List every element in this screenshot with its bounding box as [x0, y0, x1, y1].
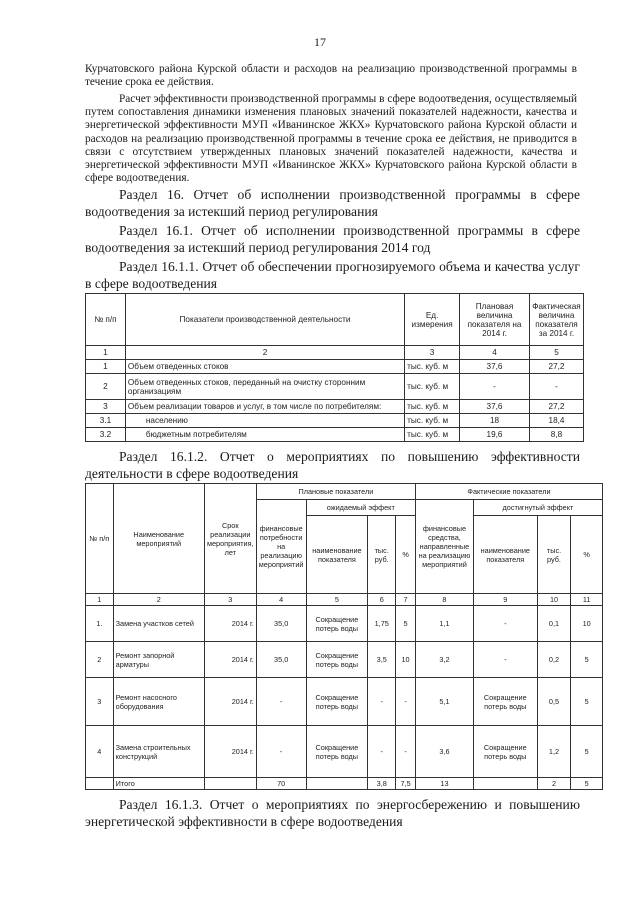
t2-cell: 2014 г.: [204, 726, 256, 778]
t2-cell: 2: [537, 778, 571, 790]
t2-cell: -: [396, 678, 416, 726]
t2-header-num: № п/п: [86, 484, 114, 594]
t1-cell: тыс. куб. м: [405, 400, 460, 414]
t2-cell: 2014 г.: [204, 606, 256, 642]
t1-cell: Объем отведенных стоков: [125, 360, 404, 374]
t2-cell: Сокращение потерь воды: [473, 678, 537, 726]
t1-cell: -: [460, 374, 530, 400]
t2-cell: Сокращение потерь воды: [306, 678, 368, 726]
t2-cell: 5: [571, 642, 603, 678]
table-row: [86, 414, 584, 428]
t1-colnum: 3: [405, 346, 460, 360]
t2-cell: 3,5: [368, 642, 396, 678]
t2-cell: -: [368, 726, 396, 778]
t2-header-rub: тыс. руб.: [537, 516, 571, 594]
t2-cell: 2: [86, 642, 114, 678]
t2-cell: 5: [571, 778, 603, 790]
t1-cell: 3: [86, 400, 126, 414]
t1-cell: бюджетным потребителям: [125, 428, 404, 442]
t1-cell: тыс. куб. м: [405, 374, 460, 400]
t2-cell: -: [473, 642, 537, 678]
paragraph-1: Курчатовского района Курской области и расходов на реализацию производственной программы в течение срока ее действия.: [85, 63, 577, 89]
t2-cell: 10: [571, 606, 603, 642]
t2-header-plan-fin: финансовые потребности на реализацию мероприятий: [256, 500, 306, 594]
heading-16: Раздел 16. Отчет об исполнении производственной программы в сфере водоотведения за истекший период регулирования: [85, 187, 580, 219]
t2-colnum: 9: [473, 594, 537, 606]
t2-cell: Сокращение потерь воды: [306, 606, 368, 642]
t2-colnum: 4: [256, 594, 306, 606]
t2-colnum: 1: [86, 594, 114, 606]
t2-cell: 35,0: [256, 606, 306, 642]
t2-cell: 2014 г.: [204, 642, 256, 678]
t2-colnum: 11: [571, 594, 603, 606]
t1-cell: тыс. куб. м: [405, 414, 460, 428]
t2-cell: 1,2: [537, 726, 571, 778]
t2-cell: 3: [86, 678, 114, 726]
t2-colnum: 2: [113, 594, 204, 606]
t1-cell: 27,2: [529, 360, 583, 374]
t2-cell: 0,1: [537, 606, 571, 642]
t1-cell: тыс. куб. м: [405, 360, 460, 374]
t2-cell: [306, 778, 368, 790]
t2-colnum: 3: [204, 594, 256, 606]
t1-cell: 19,6: [460, 428, 530, 442]
heading-16-1: Раздел 16.1. Отчет об исполнении производственной программы в сфере водоотведения за истекший период регулирования 2014 год: [85, 223, 580, 255]
t2-cell: 13: [416, 778, 474, 790]
t1-cell: Объем отведенных стоков, переданный на очистку сторонним организациям: [125, 374, 404, 400]
t2-header-name: Наименование мероприятий: [113, 484, 204, 594]
t1-cell: 18,4: [529, 414, 583, 428]
table-row: [86, 642, 603, 678]
t2-cell: Ремонт запорной арматуры: [113, 642, 204, 678]
t2-cell: 1,75: [368, 606, 396, 642]
t2-cell: -: [396, 726, 416, 778]
t2-cell: 3,8: [368, 778, 396, 790]
t2-header-indicator: наименование показателя: [306, 516, 368, 594]
table-row: [86, 606, 603, 642]
t2-colnum: 6: [368, 594, 396, 606]
t2-cell: 35,0: [256, 642, 306, 678]
t2-cell: Сокращение потерь воды: [473, 726, 537, 778]
t2-cell: -: [256, 678, 306, 726]
t2-cell: Замена строительных конструкций: [113, 726, 204, 778]
t2-header-pct: %: [571, 516, 603, 594]
t2-header-expected: ожидаемый эффект: [306, 500, 415, 516]
t1-cell: 1: [86, 360, 126, 374]
table-row: [86, 360, 584, 374]
t2-header-indicator: наименование показателя: [473, 516, 537, 594]
t2-cell: 70: [256, 778, 306, 790]
t2-total-label: Итого: [113, 778, 204, 790]
paragraph-2: Расчет эффективности производственной программы в сфере водоотведения, осуществляемый путем сопоставления динамики изменения плановых значений показателей надежности, качества и энергетической эффективности МУП «Иванинское ЖКХ» Курчатовского района Курской области и расходов на реализацию производственной программы в течение срока ее действия, не приводится в связи с отсутствием утвержденных плановых значений показателей надежности, качества и энергетической эффективности МУП «Иванинское ЖКХ» Курчатовского района Курской области в сфере водоотведения.: [85, 93, 577, 185]
t2-header-rub: тыс. руб.: [368, 516, 396, 594]
table-efficiency-measures: [85, 483, 603, 790]
t1-cell: 8,8: [529, 428, 583, 442]
table-row: [86, 678, 603, 726]
t2-colnum: 8: [416, 594, 474, 606]
t2-cell: 3,2: [416, 642, 474, 678]
t1-cell: населению: [125, 414, 404, 428]
t1-header-num: № п/п: [86, 294, 126, 346]
t2-cell: Ремонт насосного оборудования: [113, 678, 204, 726]
t2-cell: 10: [396, 642, 416, 678]
t2-cell: 1.: [86, 606, 114, 642]
t2-cell: 3,6: [416, 726, 474, 778]
t1-cell: -: [529, 374, 583, 400]
t2-cell: [204, 778, 256, 790]
t2-cell: 5: [571, 678, 603, 726]
t2-header-actual: Фактические показатели: [416, 484, 603, 500]
t2-header-act-fin: финансовые средства, направленные на реализацию мероприятий: [416, 500, 474, 594]
heading-16-1-3: Раздел 16.1.3. Отчет о мероприятиях по энергосбережению и повышению энергетической эффективности в сфере водоотведения: [85, 797, 580, 829]
heading-16-1-1: Раздел 16.1.1. Отчет об обеспечении прогнозируемого объема и качества услуг в сфере водоотведения: [85, 259, 580, 291]
t1-colnum: 2: [125, 346, 404, 360]
t2-colnum: 7: [396, 594, 416, 606]
t1-colnum: 4: [460, 346, 530, 360]
t1-cell: Объем реализации товаров и услуг, в том числе по потребителям:: [125, 400, 404, 414]
t2-cell: 7,5: [396, 778, 416, 790]
table-output-volume: [85, 293, 584, 442]
t2-cell: [473, 778, 537, 790]
table-row: [86, 374, 584, 400]
t2-cell: 5: [396, 606, 416, 642]
t2-cell: 0,5: [537, 678, 571, 726]
t2-cell: 1,1: [416, 606, 474, 642]
t2-cell: Сокращение потерь воды: [306, 642, 368, 678]
t1-cell: 2: [86, 374, 126, 400]
page-number: 17: [314, 35, 326, 49]
t1-cell: тыс. куб. м: [405, 428, 460, 442]
t2-cell: [86, 778, 114, 790]
t1-header-unit: Ед. измерения: [405, 294, 460, 346]
t2-cell: 5: [571, 726, 603, 778]
t2-cell: 0,2: [537, 642, 571, 678]
t2-colnum: 5: [306, 594, 368, 606]
t2-header-achieved: достигнутый эффект: [473, 500, 602, 516]
t1-cell: 18: [460, 414, 530, 428]
t1-header-plan: Плановая величина показателя на 2014 г.: [460, 294, 530, 346]
t2-colnum: 10: [537, 594, 571, 606]
t2-cell: -: [473, 606, 537, 642]
t2-cell: 5,1: [416, 678, 474, 726]
t2-header-term: Срок реализации мероприятия, лет: [204, 484, 256, 594]
table-total-row: [86, 778, 603, 790]
t2-cell: -: [368, 678, 396, 726]
t1-colnum: 1: [86, 346, 126, 360]
t1-cell: 27,2: [529, 400, 583, 414]
table-row: [86, 400, 584, 414]
t1-header-indicator: Показатели производственной деятельности: [125, 294, 404, 346]
t1-cell: 3.2: [86, 428, 126, 442]
t2-cell: Замена участков сетей: [113, 606, 204, 642]
t1-cell: 37,6: [460, 360, 530, 374]
t1-cell: 37,6: [460, 400, 530, 414]
t2-cell: 2014 г.: [204, 678, 256, 726]
t1-colnum: 5: [529, 346, 583, 360]
table-row: [86, 726, 603, 778]
t1-header-fact: Фактическая величина показателя за 2014 г.: [529, 294, 583, 346]
heading-16-1-2: Раздел 16.1.2. Отчет о мероприятиях по повышению эффективности деятельности в сфере водоотведения: [85, 449, 580, 481]
t1-cell: 3.1: [86, 414, 126, 428]
table-row: [86, 428, 584, 442]
t2-header-planned: Плановые показатели: [256, 484, 415, 500]
t2-header-pct: %: [396, 516, 416, 594]
t2-cell: Сокращение потерь воды: [306, 726, 368, 778]
t2-cell: -: [256, 726, 306, 778]
t2-cell: 4: [86, 726, 114, 778]
